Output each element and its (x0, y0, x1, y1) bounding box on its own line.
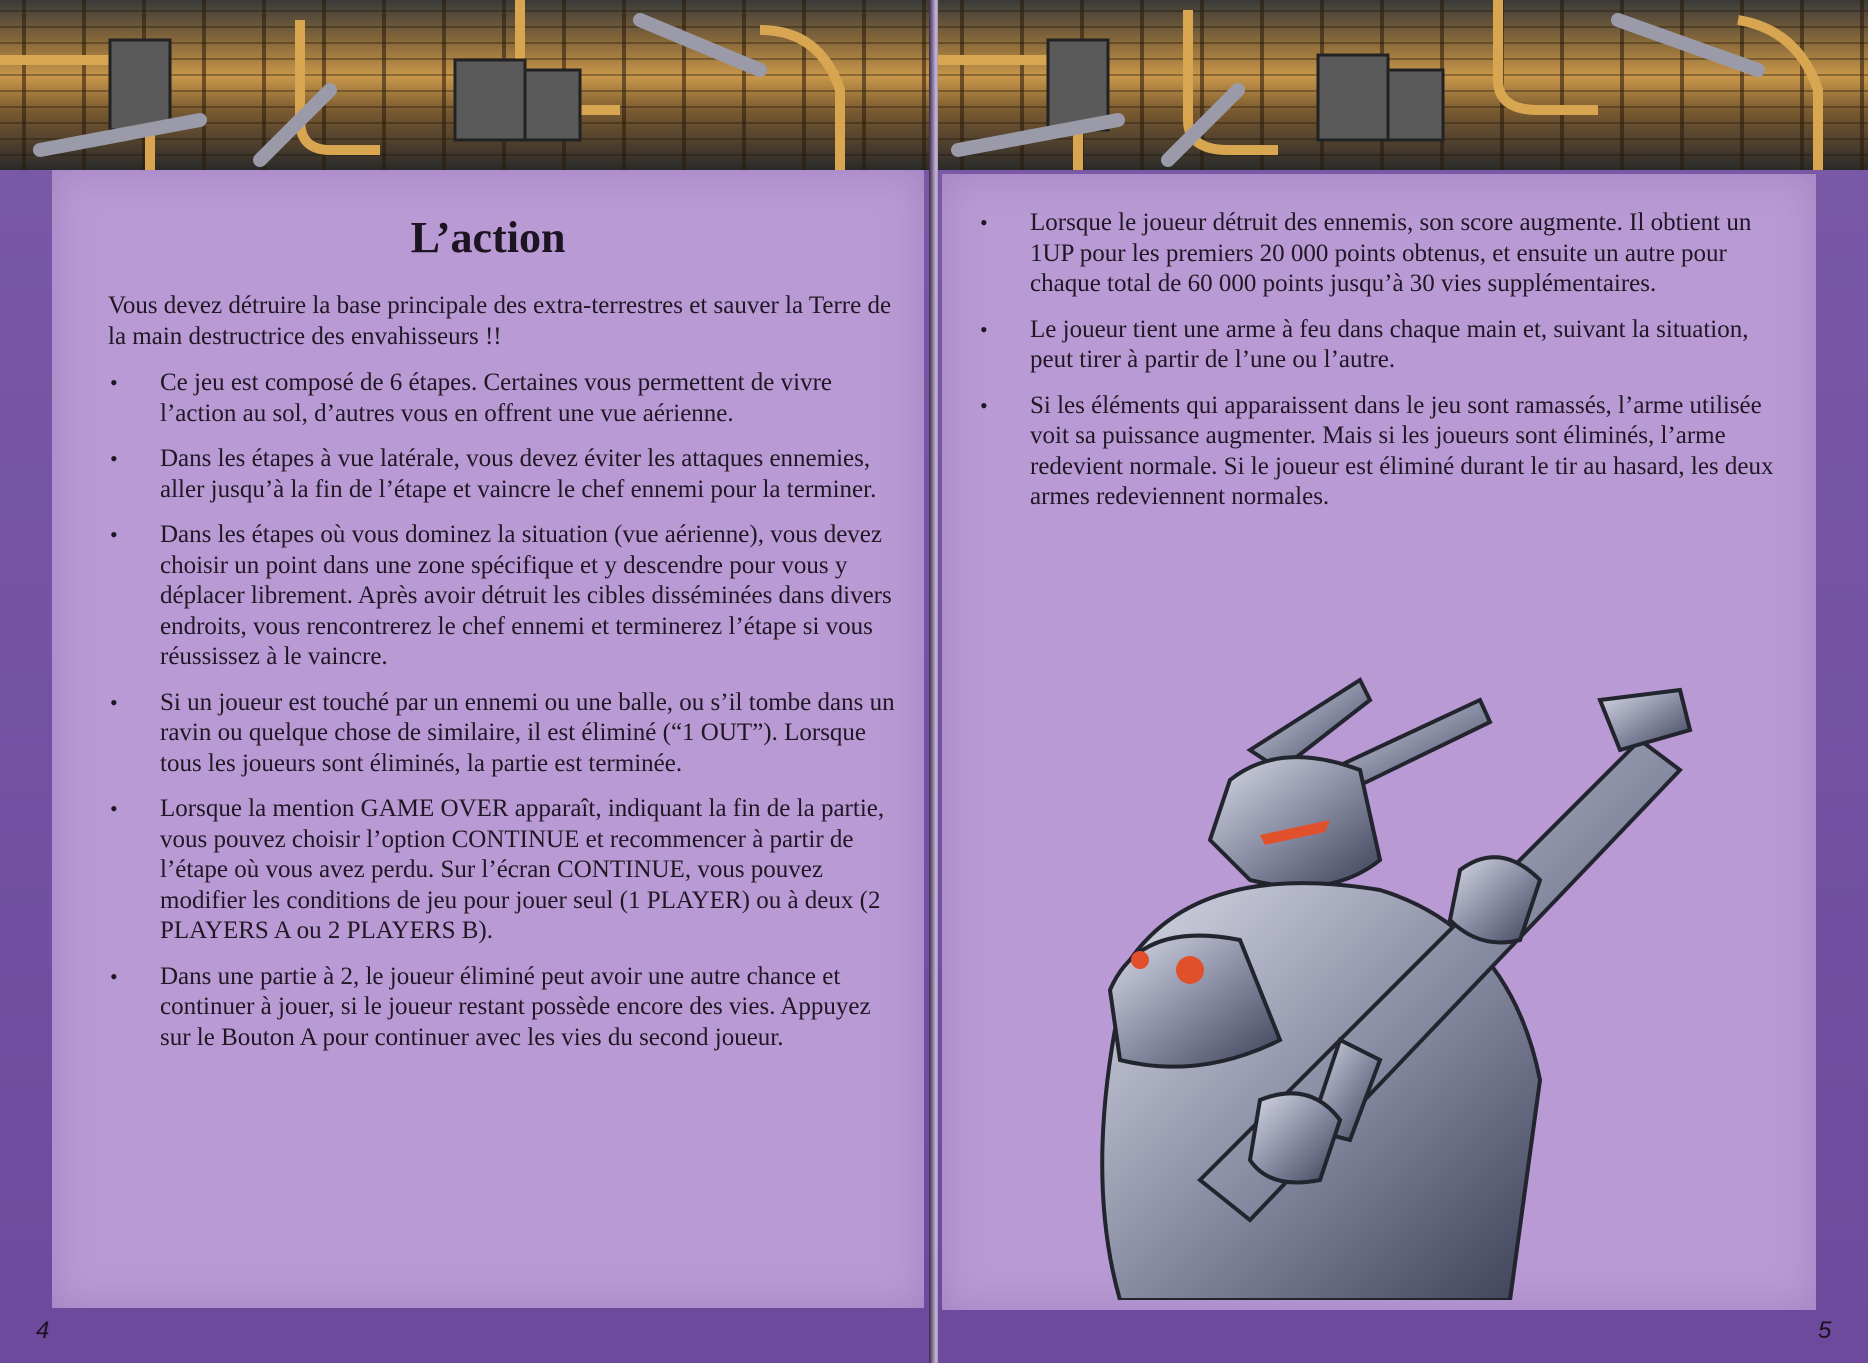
head (1210, 757, 1380, 887)
list-item: • Dans les étapes à vue latérale, vous devez éviter les attaques ennemies, aller jusqu’à la fin de l’étape et vaincre le chef ennemi pour la terminer. (110, 445, 877, 503)
machinery-banner-right (938, 0, 1868, 170)
bullet-icon: • (110, 522, 118, 547)
list-item: • Si un joueur est touché par un ennemi ou une balle, ou s’il tombe dans un ravin ou quelque chose de similaire, il est éliminé (“1 OUT”). Lorsque tous les joueurs sont éliminés, la partie est terminée. (110, 688, 895, 777)
bullet-icon: • (980, 210, 988, 235)
left-bullet-list (108, 368, 898, 1068)
machinery-banner-left (0, 0, 934, 170)
list-item: • Le joueur tient une arme à feu dans chaque main et, suivant la situation, peut tirer à partir de l’une ou l’autre. (980, 315, 1749, 373)
page-number-left: 4 (36, 1317, 50, 1344)
bullet-icon: • (980, 392, 988, 418)
list-item: • Lorsque la mention GAME OVER apparaît, indiquant la fin de la partie, vous pouvez choisir l’option CONTINUE et recommencer à partir de l’étape où vous avez perdu. Sur l’écran CONTINUE, vous pouvez modifier les conditions de jeu pour jouer seul (1 PLAYER) ou à deux (2 PLAYERS A ou 2 PLAYERS B). (110, 795, 885, 944)
right-bullet-list (978, 208, 1778, 528)
list-item: • Dans une partie à 2, le joueur éliminé peut avoir une autre chance et continuer à jouer, si le joueur restant possède encore des vies. Appuyez sur le Bouton A pour continuer avec les vies du second joueur. (110, 962, 871, 1051)
shoulder-light (1176, 956, 1204, 984)
page-number-right: 5 (1818, 1317, 1832, 1344)
page-title: L’action (410, 213, 566, 262)
intro-paragraph: Vous devez détruire la base principale des extra-terrestres et sauver la Terre de la main destructrice des envahisseurs !! (108, 292, 892, 350)
bullet-icon: • (110, 446, 118, 471)
rifle-barrel (1600, 690, 1690, 750)
bullet-icon: • (110, 963, 118, 989)
list-item: • Dans les étapes où vous dominez la situation (vue aérienne), vous devez choisir un point dans une zone spécifique et y descendre pour vous y déplacer librement. Après avoir détruit les cibles disséminées dans divers endroits, vous rencontrerez le chef ennemi et terminerez l’étape si vous réussissez à le vaincre. (110, 521, 892, 670)
list-item: • Si les éléments qui apparaissent dans le jeu sont ramassés, l’arme utilisée voit sa puissance augmenter. Mais si les joueurs sont éliminés, l’arme redevient normale. Si le joueur est éliminé durant le tir au hasard, les deux armes redeviennent normales. (980, 391, 1774, 510)
bullet-icon: • (110, 689, 118, 715)
shoulder-light (1131, 951, 1149, 969)
pipes-illustration-right (938, 0, 1868, 170)
bullet-icon: • (110, 370, 118, 395)
list-item: • Lorsque le joueur détruit des ennemis, son score augmente. Il obtient un 1UP pour les premiers 20 000 points obtenus, et ensuite un autre pour chaque total de 60 000 points jusqu’à 30 vies supplémentaires. (980, 209, 1752, 297)
robot-soldier-illustration (1080, 660, 1760, 1300)
list-item: • Ce jeu est composé de 6 étapes. Certaines vous permettent de vivre l’action au sol, d’autres vous en offrent une vue aérienne. (110, 369, 833, 427)
bullet-icon: • (110, 796, 118, 821)
bullet-icon: • (980, 316, 988, 342)
pipes-illustration-left (0, 0, 934, 170)
